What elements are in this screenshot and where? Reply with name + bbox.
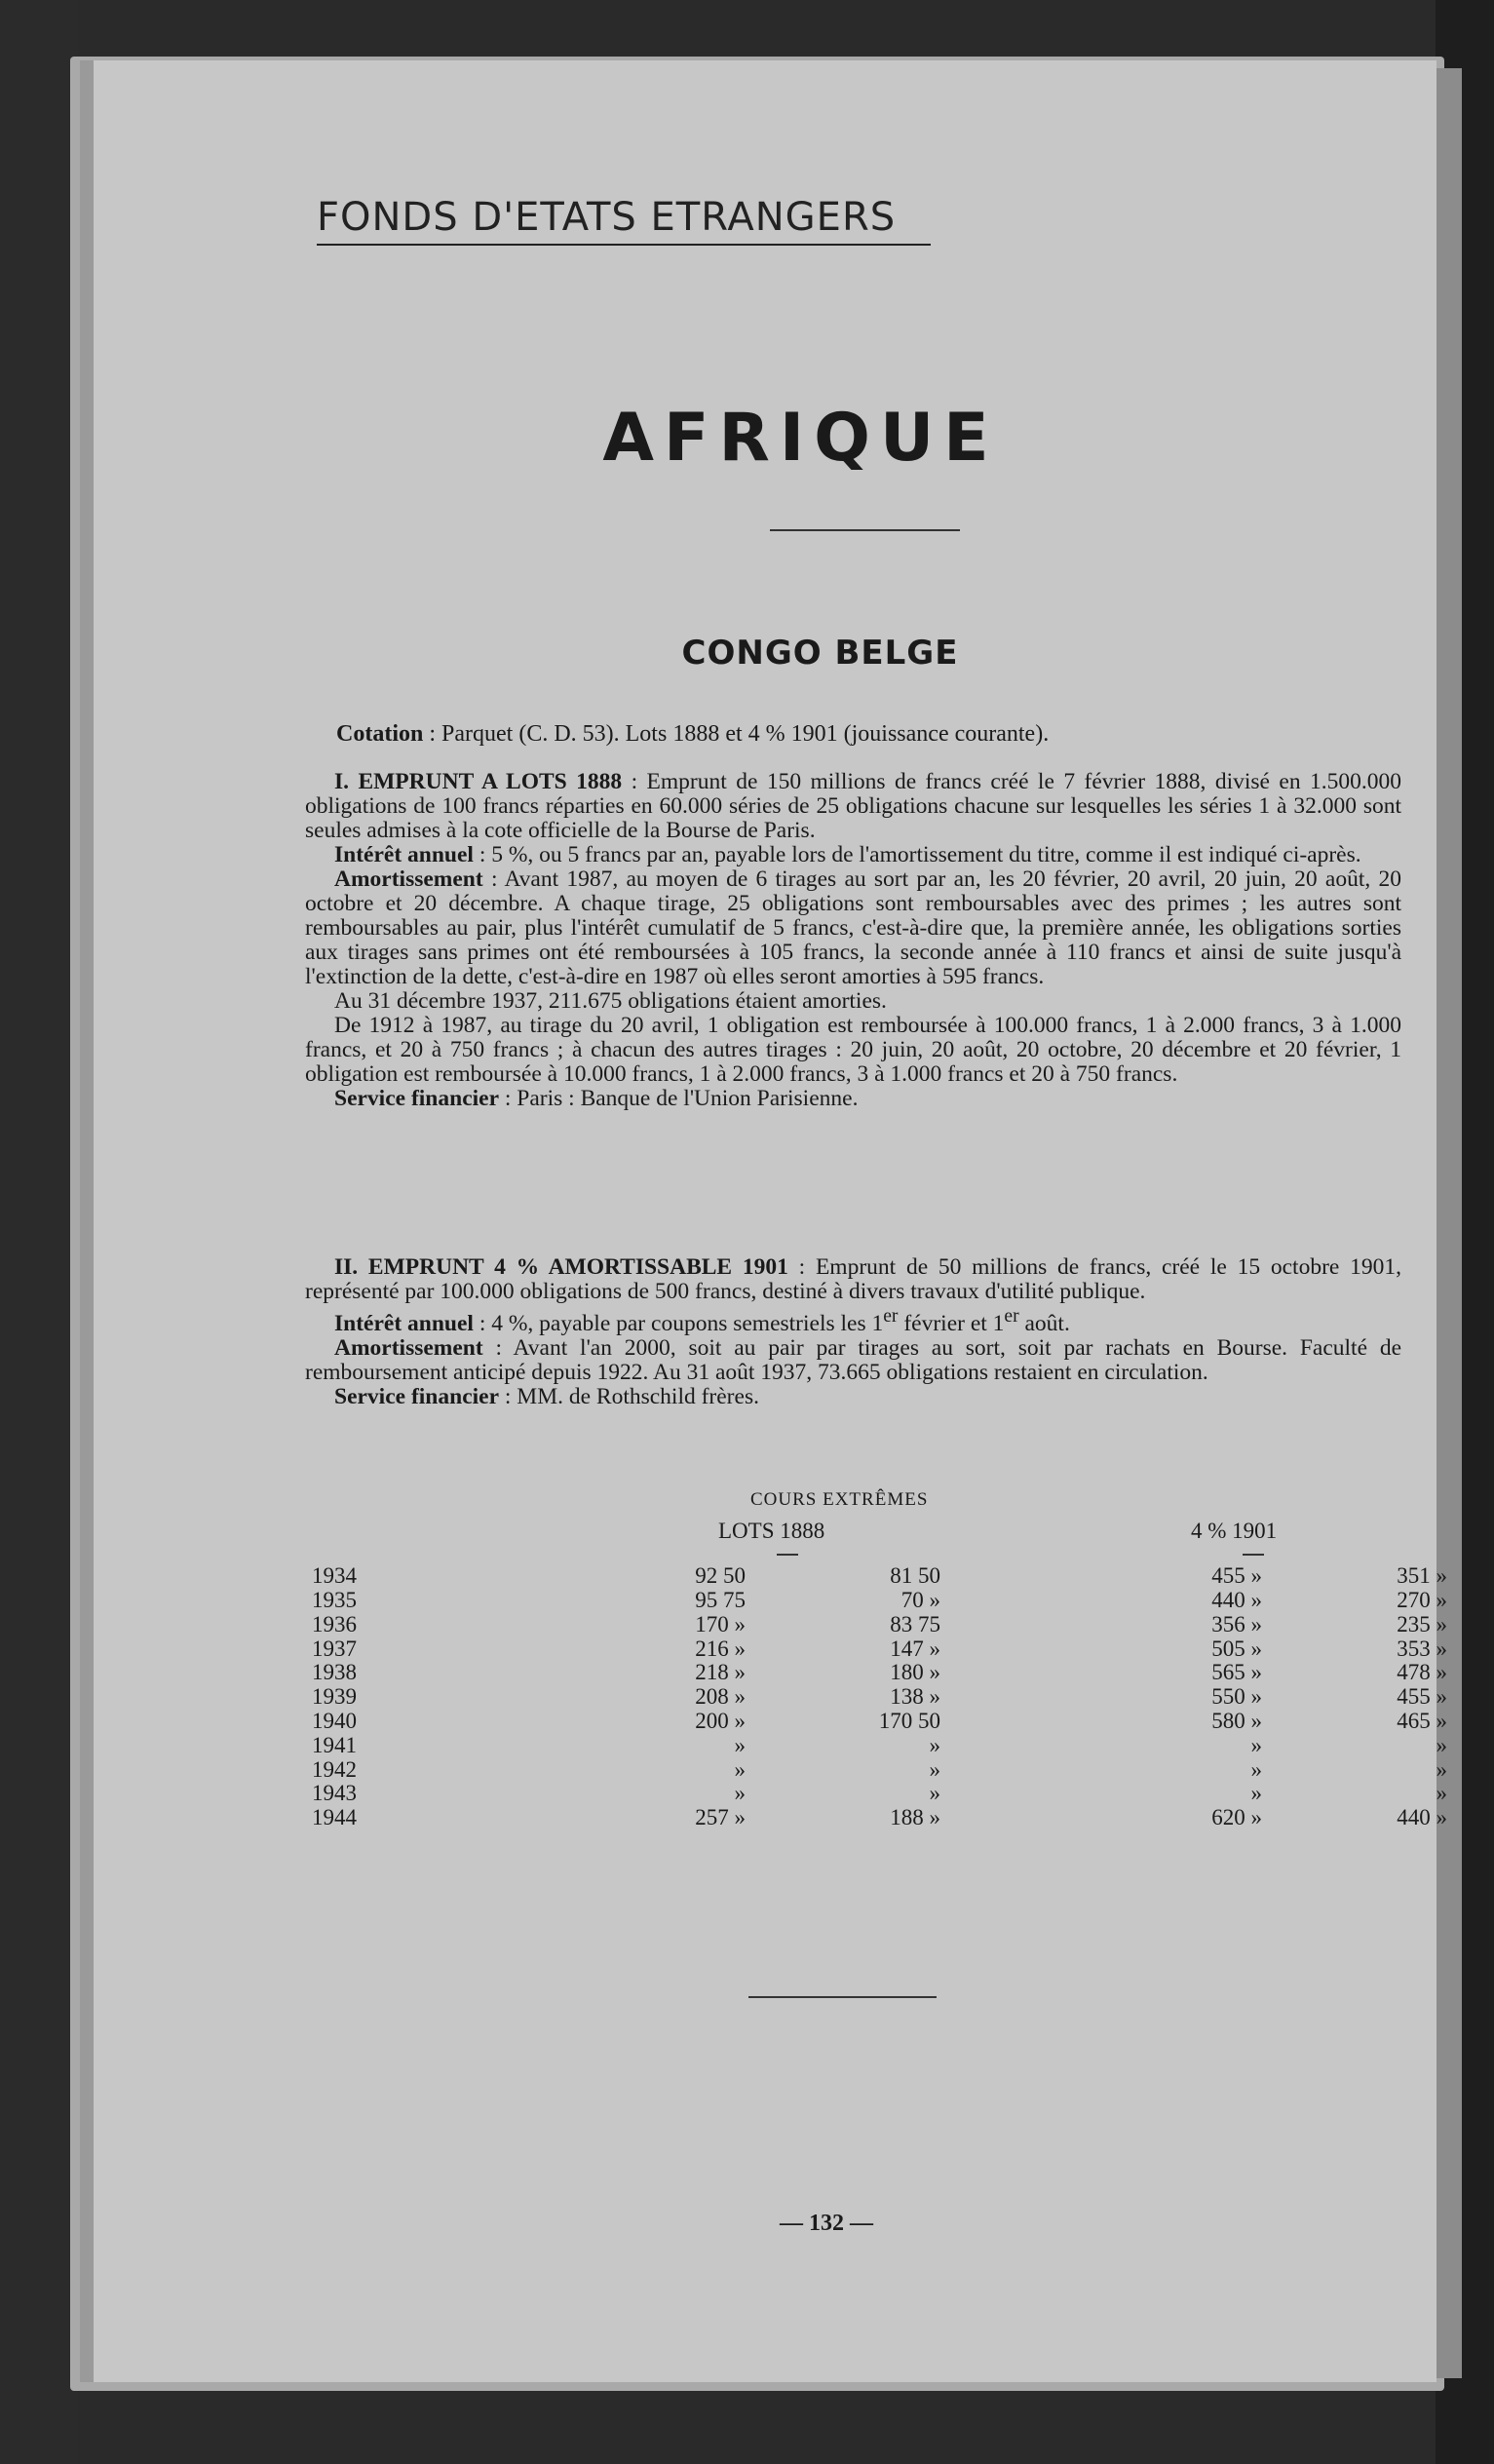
cell-b1: » bbox=[1250, 1781, 1262, 1806]
cell-b2: 455 » bbox=[1397, 1684, 1447, 1710]
country-subtitle: CONGO BELGE bbox=[681, 634, 959, 673]
cours-extremes-table bbox=[312, 1564, 1447, 1830]
cell-a2: 147 » bbox=[890, 1636, 940, 1661]
cell-a1: » bbox=[734, 1781, 746, 1806]
table-row bbox=[312, 1661, 1447, 1685]
cell-year: 1939 bbox=[312, 1684, 357, 1710]
cell-b2: 353 » bbox=[1397, 1636, 1447, 1661]
cell-a1: 200 » bbox=[695, 1708, 746, 1733]
cours-extremes-title: COURS EXTRÊMES bbox=[750, 1489, 929, 1510]
cell-year: 1941 bbox=[312, 1732, 357, 1757]
emprunt-1901-heading: II. EMPRUNT 4 % AMORTISSABLE 1901 bbox=[334, 1254, 788, 1280]
emprunt-1901-intro: II. EMPRUNT 4 % AMORTISSABLE 1901 : Emprunt de 50 millions de francs, créé le 15 octobre 1901, représenté par 100.000 obligations de 500 francs, destiné à divers travaux d'utilité publique. bbox=[305, 1254, 1401, 1304]
col-dash-lots bbox=[777, 1554, 798, 1556]
cell-a1: 216 » bbox=[695, 1636, 746, 1661]
emprunt-1888-amorties-1937: Au 31 décembre 1937, 211.675 obligations étaient amorties. bbox=[334, 988, 887, 1014]
cotation-text: : Parquet (C. D. 53). Lots 1888 et 4 % 1901 (jouissance courante). bbox=[423, 721, 1050, 747]
table-row bbox=[312, 1757, 1447, 1782]
cell-a2: 83 75 bbox=[890, 1611, 940, 1636]
cell-year: 1943 bbox=[312, 1781, 357, 1806]
cell-year: 1935 bbox=[312, 1587, 357, 1612]
cell-b1: 440 » bbox=[1211, 1587, 1262, 1612]
emprunt-1901-interet: Intérêt annuel : 4 %, payable par coupons semestriels les 1er février et 1er août. bbox=[334, 1306, 1070, 1336]
cell-b1: 505 » bbox=[1211, 1636, 1262, 1661]
cotation-label: Cotation bbox=[336, 721, 424, 747]
cotation-line bbox=[336, 721, 1049, 748]
emprunt-1888-heading: I. EMPRUNT A LOTS 1888 bbox=[334, 769, 623, 794]
col-header-4pct-1901: 4 % 1901 bbox=[1191, 1519, 1278, 1543]
cell-year: 1936 bbox=[312, 1611, 357, 1636]
cell-b2: 440 » bbox=[1397, 1805, 1447, 1830]
emprunt-1888-tirages: De 1912 à 1987, au tirage du 20 avril, 1 obligation est remboursée à 100.000 francs, 1 à 2.000 francs, 3 à 1.000 francs, et 20 à 750 francs ; à chacun des autres tirages : 20 juin, 20 août, 20 octobre, 20 décembre et 20 février, 1 obligation est remboursée à 10.000 francs, 1 à 2.000 francs, 3 à 1.000 francs et 20 à 750 francs. bbox=[305, 1013, 1401, 1087]
cell-b2: 465 » bbox=[1397, 1708, 1447, 1733]
cell-b1: 550 » bbox=[1211, 1684, 1262, 1710]
cell-a1: 208 » bbox=[695, 1684, 746, 1710]
title-rule bbox=[770, 529, 960, 531]
cell-b2: » bbox=[1436, 1781, 1447, 1806]
cell-year: 1942 bbox=[312, 1756, 357, 1782]
emprunt-1888-interet: Intérêt annuel : 5 %, ou 5 francs par an, payable lors de l'amortissement du titre, comme il est indiqué ci-après. bbox=[334, 842, 1361, 867]
emprunt-1888-service: Service financier : Paris : Banque de l'Union Parisienne. bbox=[334, 1086, 859, 1111]
cell-a2: 188 » bbox=[890, 1805, 940, 1830]
col-dash-4pct bbox=[1243, 1554, 1264, 1556]
cell-a2: 138 » bbox=[890, 1684, 940, 1710]
page-title: AFRIQUE bbox=[602, 400, 999, 477]
cell-b1: » bbox=[1250, 1756, 1262, 1782]
cell-a2: 70 » bbox=[900, 1587, 940, 1612]
emprunt-1888-amortissement: Amortissement : Avant 1987, au moyen de 6 tirages au sort par an, les 20 février, 20 avril, 20 juin, 20 août, 20 octobre et 20 décembre. A chaque tirage, 25 obligations sont remboursables avec des primes ; les autres sont remboursables au pair, plus l'intérêt cumulatif de 5 francs, c'est-à-dire que, la première année, les obligations sorties aux tirages sans primes ont été remboursées à 105 francs, la seconde année à 110 francs et ainsi de suite jusqu'à l'extinction de la dette, c'est-à-dire en 1987 où elles seront amorties à 595 francs. bbox=[305, 866, 1401, 989]
cell-b2: 351 » bbox=[1397, 1563, 1447, 1589]
table-row bbox=[312, 1734, 1447, 1758]
cell-year: 1937 bbox=[312, 1636, 357, 1661]
cell-a2: » bbox=[929, 1781, 940, 1806]
emprunt-1901-amortissement: Amortissement : Avant l'an 2000, soit au pair par tirages au sort, soit par rachats en Bourse. Faculté de remboursement anticipé depuis 1922. Au 31 août 1937, 73.665 obligations restaient en circulation. bbox=[305, 1334, 1401, 1385]
table-row bbox=[312, 1613, 1447, 1637]
cell-b1: 620 » bbox=[1211, 1805, 1262, 1830]
table-row bbox=[312, 1589, 1447, 1613]
scan-background-left bbox=[0, 0, 78, 2464]
table-row bbox=[312, 1710, 1447, 1734]
cell-a1: 95 75 bbox=[695, 1587, 746, 1612]
cell-year: 1938 bbox=[312, 1660, 357, 1685]
cell-b1: 455 » bbox=[1211, 1563, 1262, 1589]
cell-a1: » bbox=[734, 1756, 746, 1782]
emprunt-1901-service: Service financier : MM. de Rothschild frères. bbox=[334, 1383, 759, 1409]
cell-b2: 478 » bbox=[1397, 1660, 1447, 1685]
col-header-lots-1888: LOTS 1888 bbox=[718, 1519, 825, 1543]
cell-a2: 170 50 bbox=[878, 1708, 940, 1733]
cell-b1: 565 » bbox=[1211, 1660, 1262, 1685]
cell-b2: 270 » bbox=[1397, 1587, 1447, 1612]
cell-a2: » bbox=[929, 1732, 940, 1757]
cell-b1: 356 » bbox=[1211, 1611, 1262, 1636]
table-row bbox=[312, 1636, 1447, 1661]
cell-b2: » bbox=[1436, 1756, 1447, 1782]
emprunt-1901-section bbox=[305, 1255, 1401, 1409]
cell-b2: » bbox=[1436, 1732, 1447, 1757]
cell-a1: 257 » bbox=[695, 1805, 746, 1830]
cell-a1: 218 » bbox=[695, 1660, 746, 1685]
emprunt-1888-intro: I. EMPRUNT A LOTS 1888 : Emprunt de 150 millions de francs créé le 7 février 1888, divisé en 1.500.000 obligations de 100 francs réparties en 60.000 séries de 25 obligations chacune sur lesquelles les séries 1 à 32.000 sont seules admises à la cote officielle de la Bourse de Paris. bbox=[305, 769, 1401, 843]
table-row bbox=[312, 1685, 1447, 1710]
cell-b1: 580 » bbox=[1211, 1708, 1262, 1733]
cell-a2: 81 50 bbox=[890, 1563, 940, 1589]
cell-a1: » bbox=[734, 1732, 746, 1757]
emprunt-1888-section bbox=[305, 770, 1401, 1111]
section-header: FONDS D'ETATS ETRANGERS bbox=[317, 195, 931, 246]
cell-year: 1934 bbox=[312, 1563, 357, 1589]
table-row bbox=[312, 1806, 1447, 1830]
page-number: — 132 — bbox=[780, 2211, 873, 2236]
cell-a2: » bbox=[929, 1756, 940, 1782]
table-row bbox=[312, 1782, 1447, 1806]
cell-year: 1944 bbox=[312, 1805, 357, 1830]
cell-b2: 235 » bbox=[1397, 1611, 1447, 1636]
cell-a2: 180 » bbox=[890, 1660, 940, 1685]
cell-b1: » bbox=[1250, 1732, 1262, 1757]
end-rule bbox=[748, 1996, 937, 1998]
table-row bbox=[312, 1564, 1447, 1589]
cell-a1: 92 50 bbox=[695, 1563, 746, 1589]
cell-year: 1940 bbox=[312, 1708, 357, 1733]
cell-a1: 170 » bbox=[695, 1611, 746, 1636]
